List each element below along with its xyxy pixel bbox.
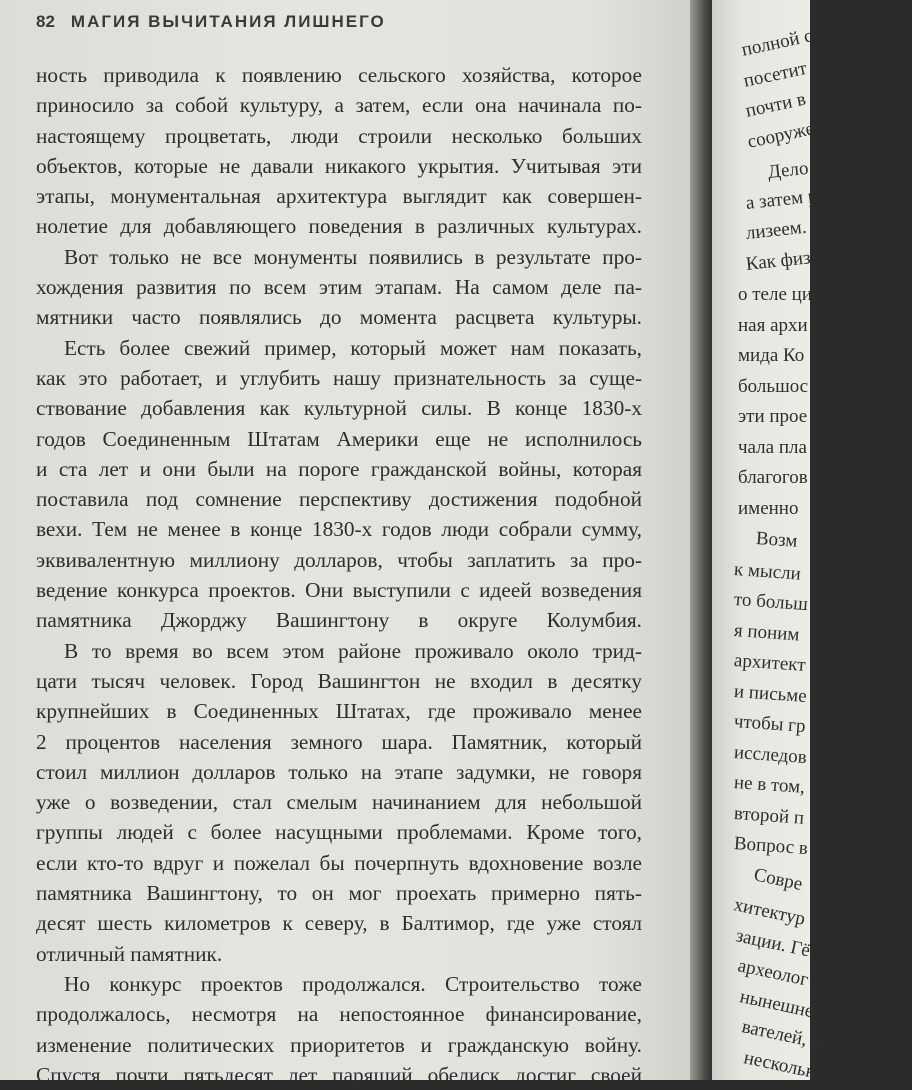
text-line: памятника Джорджу Вашингтону в округе Колумбия. <box>36 608 642 633</box>
text-line: настоящему процветать, люди строили несколько больших <box>36 123 642 148</box>
text-line: В то время во всем этом районе проживало около трид- <box>64 638 642 663</box>
text-line: крупнейших в Соединенных Штатах, где проживало менее <box>36 699 642 724</box>
right-page-line: к мысли <box>733 558 802 585</box>
right-page-line: архитект <box>733 650 807 676</box>
right-page-line: большос <box>738 375 809 397</box>
right-page-line: нынешне <box>737 985 816 1022</box>
right-page-line: хитектур <box>731 894 808 930</box>
text-line: приносило за собой культуру, а затем, если она начинала по- <box>36 93 642 118</box>
right-page <box>712 0 824 1083</box>
right-page-line: почти в <box>743 88 808 122</box>
text-line: мятники часто появлялись до момента расцвета культуры. <box>36 305 642 330</box>
right-page-line: чтобы гр <box>733 711 807 737</box>
text-line: как это работает, и углубить нашу признательность за суще- <box>36 365 642 390</box>
text-line: нолетие для добавляющего поведения в различных культурах. <box>36 214 642 239</box>
paragraph <box>36 333 642 636</box>
text-line: этапы, монументальная архитектура выглядит как совершен- <box>36 184 642 209</box>
right-page-line: благогов <box>738 467 808 488</box>
text-line: цати тысяч человек. Город Вашингтон не входил в десятку <box>36 668 642 693</box>
text-line: Есть более свежий пример, который может нам показать, <box>64 335 642 360</box>
right-page-line: лизеем. <box>744 216 808 244</box>
right-page-line: Дело <box>766 157 810 183</box>
right-page-line: мида Ко <box>738 345 805 366</box>
right-page-line: а затем р <box>744 185 819 214</box>
text-line: и ста лет и они были на пороге гражданской войны, которая <box>36 456 642 481</box>
right-page-line: о теле ци <box>738 284 812 305</box>
right-page-line: исследов <box>733 741 808 768</box>
text-line: отличный памятник. <box>36 941 223 966</box>
paragraph <box>36 636 642 969</box>
right-page-line: и письме <box>733 680 808 707</box>
text-line: Вот только не все монументы появились в результате про- <box>64 244 642 269</box>
right-page-line: Возм <box>755 528 799 552</box>
book-title: МАГИЯ ВЫЧИТАНИЯ ЛИШНЕГО <box>70 12 386 31</box>
text-line: уже о возведении, стал смелым начинанием для небольшой <box>36 790 642 815</box>
text-line: если кто-то вдруг и пожелал бы почерпнуть вдохновение возле <box>36 850 642 875</box>
text-line: ствование добавления как культурной силы. В конце 1830-х <box>36 396 642 421</box>
text-line: изменение политических приоритетов и гражданскую войну. <box>36 1032 642 1057</box>
right-page-line: чала пла <box>738 436 807 458</box>
right-page-line: Как физ <box>744 246 812 275</box>
right-page-line: я поним <box>733 619 801 646</box>
text-line: 2 процентов населения земного шара. Памятник, который <box>36 729 642 754</box>
right-page-line: именно <box>738 497 799 519</box>
right-page-line: Совре <box>751 863 805 895</box>
paragraph <box>36 969 642 1090</box>
text-line: объектов, которые не давали никакого укрытия. Учитывая эти <box>36 153 642 178</box>
running-header <box>36 12 386 32</box>
right-page-line: зации. Гё <box>733 924 813 961</box>
right-page-line: полной с <box>739 25 815 61</box>
text-line: Спустя почти пятьдесят лет парящий обелиск достиг своей <box>36 1062 642 1087</box>
text-line: стоил миллион долларов только на этапе задумки, не говоря <box>36 759 642 784</box>
text-line: хождения развития по всем этим этапам. На самом деле па- <box>36 275 642 300</box>
right-page-line: ная архи <box>738 314 808 336</box>
text-line: годов Соединенным Штатам Америки еще не исполнилось <box>36 426 642 451</box>
paragraph <box>36 60 642 242</box>
right-page-line: то больш <box>733 589 809 616</box>
right-page-line: не в том, <box>733 772 806 798</box>
text-line: ведение конкурса проектов. Они выступили с идеей возведения <box>36 578 642 603</box>
right-page-line: сооруже <box>745 117 816 153</box>
text-line: десят шесть километров к северу, в Балтимор, где уже стоял <box>36 911 642 936</box>
body-text <box>36 60 642 1090</box>
text-line: вехи. Тем не менее в конце 1830-х годов люди собрали сумму, <box>36 517 642 542</box>
text-line: памятника Вашингтону, то он мог проехать примерно пять- <box>36 881 642 906</box>
text-line: группы людей с более насущными проблемами. Кроме того, <box>36 820 642 845</box>
right-page-line: второй п <box>733 802 805 829</box>
right-page-line: нескольк <box>741 1046 818 1083</box>
right-page-line: Вопрос в <box>733 833 809 860</box>
right-page-line: археолог <box>735 955 811 991</box>
right-page-line: вателей, и <box>739 1016 824 1054</box>
page-number: 82 <box>36 12 55 31</box>
right-page-line: эти прое <box>738 406 808 427</box>
text-line: поставила под сомнение перспективу достижения подобной <box>36 487 642 512</box>
text-line: ность приводила к появлению сельского хозяйства, которое <box>36 63 642 87</box>
text-line: Но конкурс проектов продолжался. Строительство тоже <box>64 971 642 996</box>
text-line: продолжалось, несмотря на непостоянное финансирование, <box>36 1002 642 1027</box>
paragraph <box>36 242 642 333</box>
right-page-line: посетит <box>741 57 809 92</box>
text-line: эквивалентную миллиону долларов, чтобы заплатить за про- <box>36 547 642 572</box>
